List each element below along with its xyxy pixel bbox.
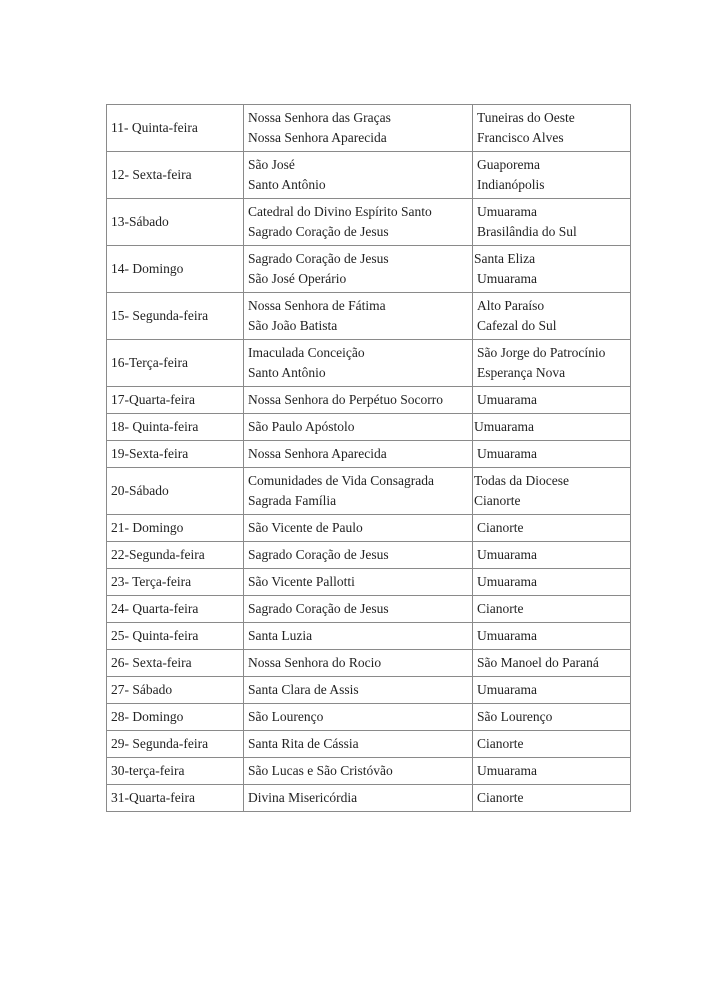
city-cell (473, 515, 631, 542)
city-cell (473, 677, 631, 704)
city-cell (473, 596, 631, 623)
parish-name: Sagrada Família (248, 493, 337, 508)
day-cell (107, 704, 244, 731)
parish-name: Nossa Senhora de Fátima (248, 298, 386, 313)
parish-cell (244, 758, 473, 785)
parish-name: Sagrado Coração de Jesus (248, 601, 389, 616)
parish-cell (244, 623, 473, 650)
day-label: 18- Quinta-feira (111, 419, 199, 434)
day-cell (107, 758, 244, 785)
day-cell (107, 293, 244, 340)
day-cell (107, 650, 244, 677)
city-name: Umuarama (477, 682, 537, 697)
parish-cell (244, 152, 473, 199)
city-cell (473, 441, 631, 468)
day-cell (107, 542, 244, 569)
city-name: Alto Paraíso (477, 298, 545, 313)
day-cell (107, 246, 244, 293)
city-name: Umuarama (477, 271, 537, 286)
day-label: 21- Domingo (111, 520, 184, 535)
table-row (107, 677, 631, 704)
city-cell (473, 704, 631, 731)
city-name: Umuarama (477, 392, 537, 407)
table-row (107, 758, 631, 785)
parish-name: São Lourenço (248, 709, 324, 724)
city-name: São Manoel do Paraná (477, 655, 599, 670)
day-cell (107, 441, 244, 468)
city-name: São Jorge do Patrocínio (477, 345, 606, 360)
day-label: 13-Sábado (111, 214, 169, 229)
parish-name: Nossa Senhora Aparecida (248, 446, 387, 461)
city-cell (473, 468, 631, 515)
day-cell (107, 387, 244, 414)
city-name: Guaporema (477, 157, 540, 172)
table-row (107, 468, 631, 515)
city-name: Umuarama (477, 628, 537, 643)
city-name: Cianorte (477, 736, 524, 751)
parish-name: Santa Luzia (248, 628, 313, 643)
city-cell (473, 293, 631, 340)
parish-cell (244, 731, 473, 758)
day-cell (107, 785, 244, 812)
parish-name: Santa Rita de Cássia (248, 736, 359, 751)
city-cell (473, 105, 631, 152)
parish-name: Santa Clara de Assis (248, 682, 359, 697)
day-label: 26- Sexta-feira (111, 655, 192, 670)
parish-name: Nossa Senhora do Perpétuo Socorro (248, 392, 443, 407)
city-name: Cianorte (477, 601, 524, 616)
city-cell (473, 785, 631, 812)
parish-cell (244, 569, 473, 596)
day-cell (107, 515, 244, 542)
day-label: 11- Quinta-feira (111, 120, 198, 135)
parish-cell (244, 199, 473, 246)
city-name: Umuarama (474, 419, 534, 434)
city-name: Umuarama (477, 574, 537, 589)
day-label: 27- Sábado (111, 682, 173, 697)
day-cell (107, 105, 244, 152)
city-name: Umuarama (477, 204, 537, 219)
table-row (107, 569, 631, 596)
parish-cell (244, 542, 473, 569)
parish-cell (244, 596, 473, 623)
city-cell (473, 731, 631, 758)
day-label: 20-Sábado (111, 483, 169, 498)
city-cell (473, 623, 631, 650)
day-cell (107, 677, 244, 704)
table-row (107, 704, 631, 731)
table-row (107, 650, 631, 677)
city-name: Cianorte (477, 520, 524, 535)
parish-name: São José (248, 157, 295, 172)
city-cell (473, 569, 631, 596)
day-label: 14- Domingo (111, 261, 184, 276)
day-label: 25- Quinta-feira (111, 628, 199, 643)
day-cell (107, 414, 244, 441)
day-label: 30-terça-feira (111, 763, 185, 778)
parish-name: Imaculada Conceição (248, 345, 365, 360)
parish-name: Sagrado Coração de Jesus (248, 547, 389, 562)
parish-name: Nossa Senhora do Rocio (248, 655, 382, 670)
parish-name: Catedral do Divino Espírito Santo (248, 204, 432, 219)
city-cell (473, 387, 631, 414)
city-name: Umuarama (477, 763, 537, 778)
day-label: 31-Quarta-feira (111, 790, 195, 805)
day-cell (107, 731, 244, 758)
day-label: 19-Sexta-feira (111, 446, 189, 461)
parish-cell (244, 704, 473, 731)
day-cell (107, 468, 244, 515)
table-row (107, 785, 631, 812)
city-name: Esperança Nova (477, 365, 566, 380)
table-row (107, 387, 631, 414)
table-row (107, 623, 631, 650)
schedule-table (106, 104, 631, 812)
table-row (107, 246, 631, 293)
city-name: Tuneiras do Oeste (477, 110, 575, 125)
parish-cell (244, 650, 473, 677)
parish-cell (244, 515, 473, 542)
parish-cell (244, 387, 473, 414)
parish-name: São Vicente de Paulo (248, 520, 363, 535)
parish-name: São Vicente Pallotti (248, 574, 355, 589)
day-label: 29- Segunda-feira (111, 736, 209, 751)
table-row (107, 414, 631, 441)
city-name: Brasilândia do Sul (477, 224, 577, 239)
table-row (107, 731, 631, 758)
parish-name: Sagrado Coração de Jesus (248, 251, 389, 266)
table-row (107, 542, 631, 569)
parish-name: São João Batista (248, 318, 338, 333)
city-name: Cianorte (477, 790, 524, 805)
table-row (107, 441, 631, 468)
day-label: 15- Segunda-feira (111, 308, 209, 323)
parish-name: São José Operário (248, 271, 347, 286)
city-name: Umuarama (477, 547, 537, 562)
parish-name: Sagrado Coração de Jesus (248, 224, 389, 239)
city-name: Cafezal do Sul (477, 318, 557, 333)
day-cell (107, 340, 244, 387)
city-cell (473, 246, 631, 293)
city-cell (473, 414, 631, 441)
parish-cell (244, 468, 473, 515)
day-label: 16-Terça-feira (111, 355, 188, 370)
table-row (107, 340, 631, 387)
day-label: 23- Terça-feira (111, 574, 192, 589)
schedule-table-body (107, 105, 631, 812)
city-name: São Lourenço (477, 709, 553, 724)
parish-name: Nossa Senhora das Graças (248, 110, 391, 125)
city-name: Umuarama (477, 446, 537, 461)
city-name: Cianorte (474, 493, 521, 508)
parish-cell (244, 340, 473, 387)
day-label: 22-Segunda-feira (111, 547, 205, 562)
parish-cell (244, 441, 473, 468)
parish-name: Santo Antônio (248, 365, 326, 380)
day-cell (107, 623, 244, 650)
city-cell (473, 650, 631, 677)
table-row (107, 152, 631, 199)
day-cell (107, 152, 244, 199)
city-name: Todas da Diocese (474, 473, 570, 488)
table-row (107, 105, 631, 152)
day-cell (107, 199, 244, 246)
parish-cell (244, 105, 473, 152)
city-cell (473, 340, 631, 387)
city-cell (473, 199, 631, 246)
day-label: 17-Quarta-feira (111, 392, 195, 407)
parish-name: Divina Misericórdia (248, 790, 358, 805)
city-cell (473, 152, 631, 199)
day-cell (107, 569, 244, 596)
city-cell (473, 542, 631, 569)
city-name: Santa Eliza (474, 251, 536, 266)
parish-name: São Paulo Apóstolo (248, 419, 355, 434)
parish-name: Santo Antônio (248, 177, 326, 192)
day-cell (107, 596, 244, 623)
table-row (107, 293, 631, 340)
table-row (107, 596, 631, 623)
table-row (107, 515, 631, 542)
parish-cell (244, 414, 473, 441)
parish-name: São Lucas e São Cristóvão (248, 763, 393, 778)
day-label: 28- Domingo (111, 709, 184, 724)
city-cell (473, 758, 631, 785)
day-label: 12- Sexta-feira (111, 167, 192, 182)
day-label: 24- Quarta-feira (111, 601, 199, 616)
parish-name: Nossa Senhora Aparecida (248, 130, 387, 145)
city-name: Indianópolis (477, 177, 545, 192)
parish-cell (244, 785, 473, 812)
city-name: Francisco Alves (477, 130, 564, 145)
table-row (107, 199, 631, 246)
parish-cell (244, 677, 473, 704)
parish-cell (244, 293, 473, 340)
parish-name: Comunidades de Vida Consagrada (248, 473, 435, 488)
parish-cell (244, 246, 473, 293)
